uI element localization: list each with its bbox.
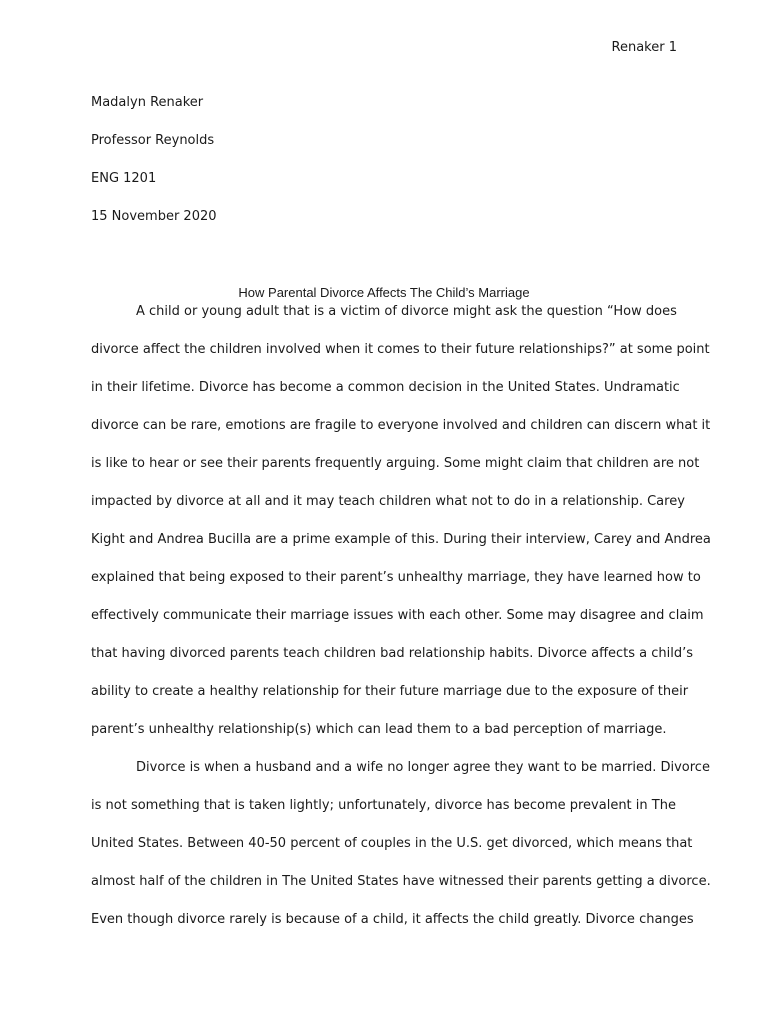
- paragraph-1-line: ability to create a healthy relationship for their future marriage due to the exposure of their: [91, 684, 689, 699]
- paragraph-1-line: Kight and Andrea Bucilla are a prime example of this. During their interview, Carey and Andrea: [91, 532, 711, 547]
- professor-name: Professor Reynolds: [91, 133, 215, 148]
- paragraph-1-line: that having divorced parents teach children bad relationship habits. Divorce affects a child’s: [91, 646, 694, 661]
- course-code: ENG 1201: [91, 171, 157, 186]
- paragraph-2-line: Even though divorce rarely is because of a child, it affects the child greatly. Divorce changes: [91, 912, 694, 927]
- paragraph-2-line: almost half of the children in The United States have witnessed their parents getting a divorce.: [91, 874, 711, 889]
- author-name: Madalyn Renaker: [91, 95, 204, 110]
- mla-heading: [91, 94, 681, 246]
- paragraph-1-line: is like to hear or see their parents frequently arguing. Some might claim that children are not: [91, 456, 700, 471]
- paragraph-1-line: parent’s unhealthy relationship(s) which can lead them to a bad perception of marriage.: [91, 722, 667, 737]
- paragraph-1-line: divorce affect the children involved when it comes to their future relationships?” at some point: [91, 342, 710, 357]
- submission-date: 15 November 2020: [91, 209, 217, 224]
- paragraph-1-line: in their lifetime. Divorce has become a common decision in the United States. Undramatic: [91, 380, 680, 395]
- paragraph-1-line: A child or young adult that is a victim of divorce might ask the question “How does: [136, 304, 677, 319]
- paragraph-1-line: impacted by divorce at all and it may teach children what not to do in a relationship. Carey: [91, 494, 685, 509]
- essay-body: [91, 303, 711, 949]
- paragraph-2-line: United States. Between 40-50 percent of couples in the U.S. get divorced, which means that: [91, 836, 693, 851]
- essay-title: How Parental Divorce Affects The Child’s Marriage: [238, 285, 530, 300]
- paragraph-1-line: effectively communicate their marriage issues with each other. Some may disagree and claim: [91, 608, 704, 623]
- paragraph-1-line: explained that being exposed to their parent’s unhealthy marriage, they have learned how to: [91, 570, 701, 585]
- running-head: Renaker 1: [611, 40, 677, 55]
- paragraph-2-line: is not something that is taken lightly; unfortunately, divorce has become prevalent in The: [91, 798, 676, 813]
- paragraph-2-line: Divorce is when a husband and a wife no longer agree they want to be married. Divorce: [136, 760, 710, 775]
- paragraph-1-line: divorce can be rare, emotions are fragile to everyone involved and children can discern what it: [91, 418, 711, 433]
